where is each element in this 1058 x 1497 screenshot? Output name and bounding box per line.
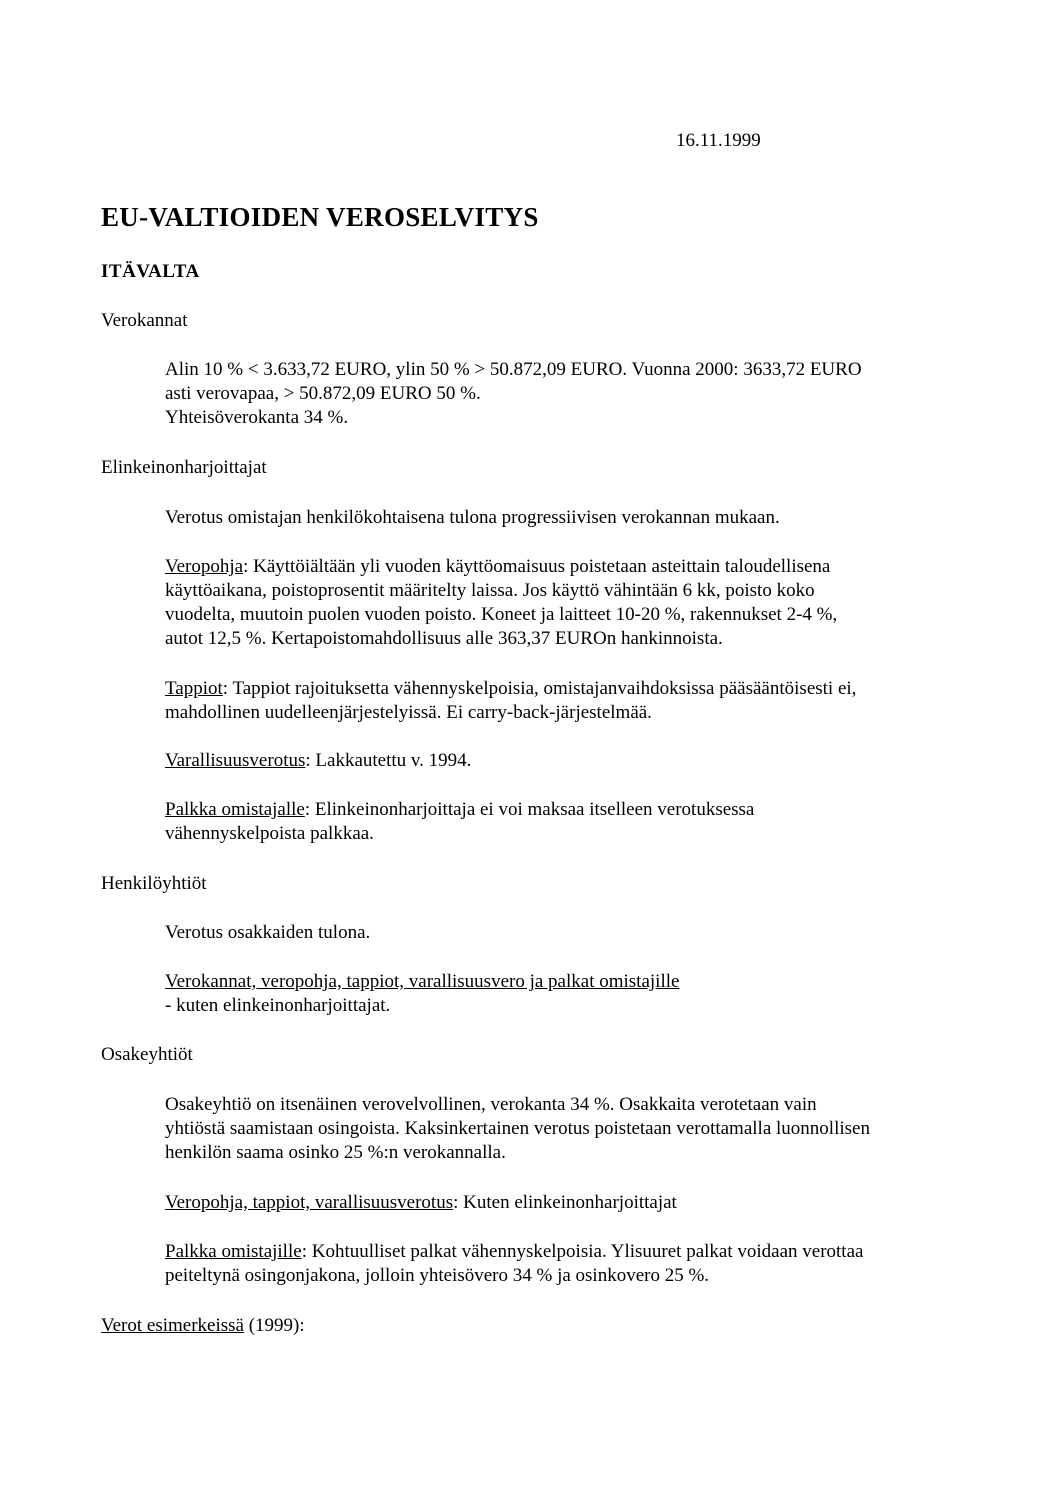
section-heading-henkiloyhtiot: Henkilöyhtiöt: [101, 873, 207, 894]
text-line: yhtiöstä saamistaan osingoista. Kaksinkertainen verotus poistetaan verottamalla luonnollisen: [165, 1118, 870, 1139]
palkka-omistajalle-label: Palkka omistajalle: [165, 799, 305, 820]
text-line: Veropohja, tappiot, varallisuusverotus: Kuten elinkeinonharjoittajat: [165, 1192, 677, 1213]
text-line: Alin 10 % < 3.633,72 EURO, ylin 50 % > 50.872,09 EURO. Vuonna 2000: 3633,72 EURO: [165, 359, 862, 380]
text-line: Veropohja: Käyttöiältään yli vuoden käyttöomaisuus poistetaan asteittain taloudellisena: [165, 556, 831, 577]
osake-veropohja-label: Veropohja, tappiot, varallisuusverotus: [165, 1192, 454, 1213]
examples-label: Verot esimerkeissä: [101, 1315, 244, 1336]
section-heading-verokannat: Verokannat: [101, 310, 188, 331]
text-line: Palkka omistajille: Kohtuulliset palkat vähennyskelpoisia. Ylisuuret palkat voidaan verottaa: [165, 1241, 864, 1262]
text-line: Yhteisöverokanta 34 %.: [165, 407, 349, 428]
text-line: vähennyskelpoista palkkaa.: [165, 823, 374, 844]
elinkeino-varallisuusverotus: [165, 749, 965, 773]
elinkeino-tappiot: [165, 677, 965, 725]
varallisuusverotus-label: Varallisuusverotus: [165, 750, 306, 771]
veropohja-label: Veropohja: [165, 556, 244, 577]
text-line: Tappiot: Tappiot rajoituksetta vähennyskelpoisia, omistajanvaihdoksissa pääsääntöisesti ei,: [165, 678, 857, 699]
text-line: mahdollinen uudelleenjärjestelyissä. Ei carry-back-järjestelmää.: [165, 702, 652, 723]
text-line: autot 12,5 %. Kertapoistomahdollisuus alle 363,37 EUROn hankinnoista.: [165, 628, 723, 649]
text-line: peiteltynä osingonjakona, jolloin yhteisövero 34 % ja osinkovero 25 %.: [165, 1265, 710, 1286]
henkilo-underlined-text: Verokannat, veropohja, tappiot, varallisuusvero ja palkat omistajille: [165, 971, 680, 992]
osake-text: [165, 1093, 965, 1165]
elinkeino-veropohja: [165, 555, 965, 651]
elinkeino-verotus: Verotus omistajan henkilökohtaisena tulona progressiivisen verokannan mukaan.: [165, 507, 780, 528]
section-heading-elinkeinonharjoittajat: Elinkeinonharjoittajat: [101, 457, 267, 478]
text-line: käyttöaikana, poistoprosentit määritelty laissa. Jos käyttö vähintään 6 kk, poisto koko: [165, 580, 815, 601]
osake-veropohja: [165, 1191, 965, 1215]
text-line: vuodelta, muutoin puolen vuoden poisto. Koneet ja laitteet 10-20 %, rakennukset 2-4 %,: [165, 604, 838, 625]
examples-heading: Verot esimerkeissä (1999):: [101, 1315, 305, 1336]
osake-palkka: [165, 1240, 965, 1288]
verokannat-text: [165, 358, 965, 430]
section-heading-osakeyhtiot: Osakeyhtiöt: [101, 1044, 193, 1065]
text-line: asti verovapaa, > 50.872,09 EURO 50 %.: [165, 383, 481, 404]
palkka-omistajille-label: Palkka omistajille: [165, 1241, 302, 1262]
text-line: Palkka omistajalle: Elinkeinonharjoittaja ei voi maksaa itselleen verotuksessa: [165, 799, 755, 820]
elinkeino-palkka: [165, 798, 965, 846]
henkilo-verotus: Verotus osakkaiden tulona.: [165, 922, 371, 943]
country-heading: ITÄVALTA: [101, 261, 200, 282]
text-line: - kuten elinkeinonharjoittajat.: [165, 995, 391, 1016]
text-line: Varallisuusverotus: Lakkautettu v. 1994.: [165, 750, 472, 771]
text-line: Osakeyhtiö on itsenäinen verovelvollinen, verokanta 34 %. Osakkaita verotetaan vain: [165, 1094, 817, 1115]
henkilo-kuten: [165, 970, 965, 1018]
text-line: henkilön saama osinko 25 %:n verokannalla.: [165, 1142, 506, 1163]
document-date: 16.11.1999: [676, 130, 761, 151]
tappiot-label: Tappiot: [165, 678, 223, 699]
document-title: EU-VALTIOIDEN VEROSELVITYS: [101, 202, 539, 232]
